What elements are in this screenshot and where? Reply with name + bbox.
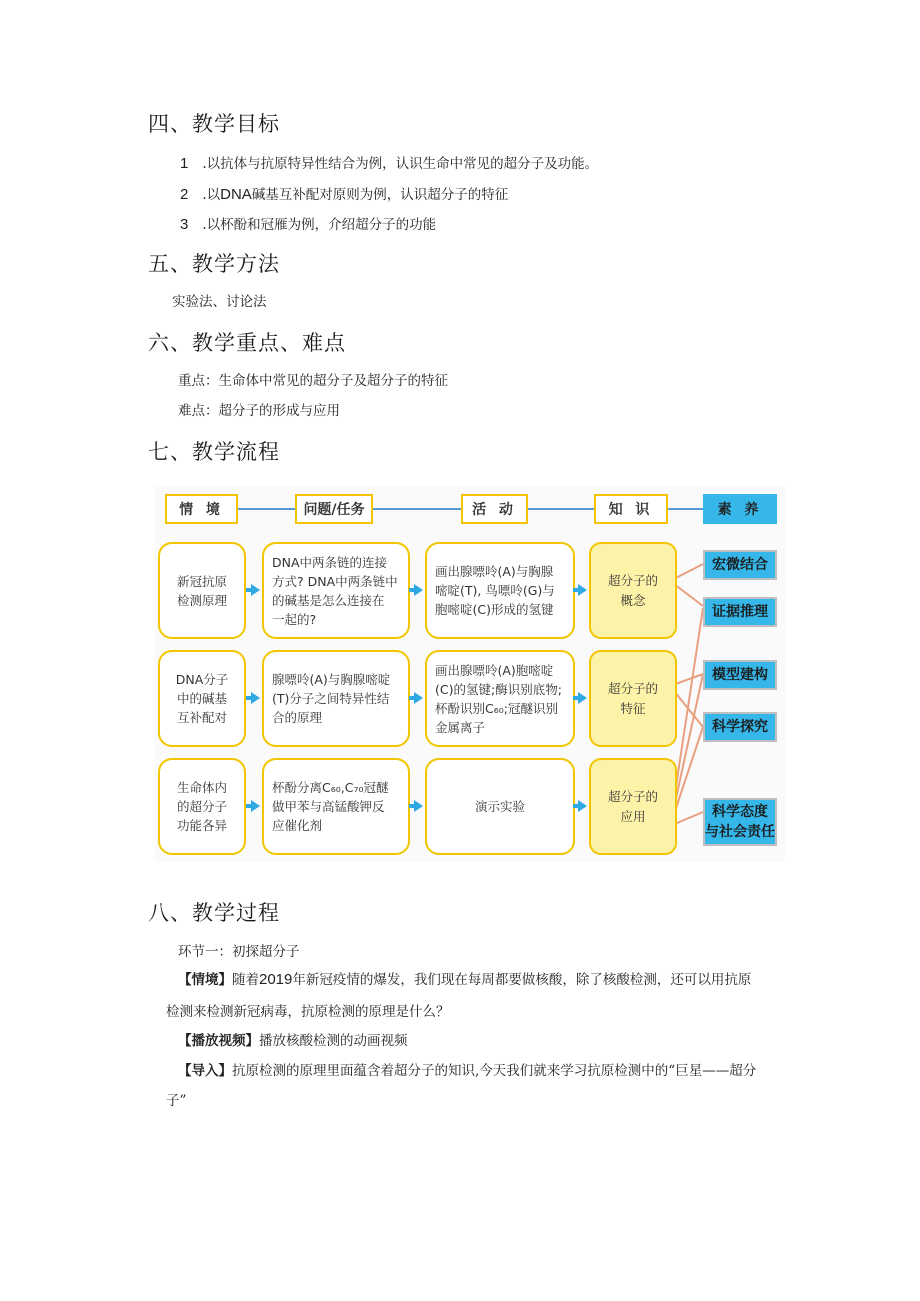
situation-3-line-1: 生命体内 xyxy=(176,780,227,795)
arrow-icon xyxy=(251,800,260,812)
situation-year: 2019 xyxy=(259,971,293,988)
objective-3-text: .以杯酚和冠雁为例，介绍超分子的功能 xyxy=(202,217,437,233)
question-1-line-2: 方式? DNA中两条链中 xyxy=(272,573,398,589)
video-tag: 【播放视频】 xyxy=(178,1033,259,1049)
arrow-icon xyxy=(414,584,423,596)
activity-2-line-3: 杯酚识别C₆₀;冠醚识别 xyxy=(435,700,558,716)
objective-2-pre: .以 xyxy=(202,187,221,203)
activity-2-line-1: 画出腺嘌呤(A)胞嘧啶 xyxy=(435,662,554,678)
situation-paragraph xyxy=(178,968,751,988)
literacy-evidence-reasoning: 证据推理 xyxy=(703,597,777,627)
objective-2-post: 碱基互补配对原则为例，认识超分子的特征 xyxy=(251,187,509,203)
arrow-icon xyxy=(251,692,260,704)
question-1-line-1: DNA中两条链的连接 xyxy=(272,554,388,570)
question-3-line-2: 做甲苯与高锰酸钾反 xyxy=(272,799,385,814)
header-knowledge: 知 识 xyxy=(594,494,668,524)
intro-line-2: 子” xyxy=(166,1093,187,1109)
activity-2-line-2: (C)的氢键;酶识别底物; xyxy=(435,681,562,697)
objective-3 xyxy=(180,213,436,233)
objective-3-num: 3 xyxy=(180,216,189,233)
video-paragraph xyxy=(178,1029,408,1049)
literacy-attitude-line-1: 科学态度 xyxy=(712,804,768,820)
situation-1-line-1: 新冠抗原 xyxy=(176,573,227,589)
activity-3-line-1: 演示实验 xyxy=(474,799,525,814)
section-8-title: 八、教学过程 xyxy=(148,901,280,925)
arrow-icon xyxy=(251,584,260,596)
situation-1-line-2: 检测原理 xyxy=(176,592,227,608)
question-box-2 xyxy=(262,650,410,747)
knowledge-2-line-1: 超分子的 xyxy=(607,680,658,696)
situation-box-3 xyxy=(158,758,246,855)
knowledge-1-line-1: 超分子的 xyxy=(607,572,658,588)
knowledge-box-3 xyxy=(589,758,677,855)
header-question: 问题/任务 xyxy=(295,494,373,524)
objective-1 xyxy=(180,152,598,172)
situation-3-line-3: 功能各异 xyxy=(176,818,227,833)
objective-1-text: .以抗体与抗原特异性结合为例，认识生命中常见的超分子及功能。 xyxy=(202,156,599,172)
literacy-scientific-inquiry: 科学探究 xyxy=(703,712,777,742)
knowledge-3-line-1: 超分子的 xyxy=(607,788,658,804)
situation-2-line-1: DNA分子 xyxy=(175,672,229,687)
situation-2-line-2: 中的碱基 xyxy=(176,691,227,706)
key-point: 重点：生命体中常见的超分子及超分子的特征 xyxy=(178,373,448,389)
activity-1-line-2: 嘧啶(T), 鸟嘌呤(G)与 xyxy=(435,583,555,598)
question-3-line-1: 杯酚分离C₆₀,C₇₀冠醚 xyxy=(272,780,389,795)
question-2-line-1: 腺嘌呤(A)与胸腺嘧啶 xyxy=(272,672,391,687)
header-literacy: 素 养 xyxy=(703,494,777,524)
literacy-attitude-line-2: 与社会责任 xyxy=(705,824,775,840)
situation-tag: 【情境】 xyxy=(178,972,232,988)
situation-box-1 xyxy=(158,542,246,639)
situation-box-2 xyxy=(158,650,246,747)
intro-paragraph xyxy=(178,1059,756,1079)
knowledge-1-line-2: 概念 xyxy=(620,592,646,608)
activity-box-1 xyxy=(425,542,575,639)
knowledge-2-line-2: 特征 xyxy=(620,700,646,716)
arrow-icon xyxy=(414,692,423,704)
activity-box-3 xyxy=(425,758,575,855)
objective-1-num: 1 xyxy=(180,155,189,172)
header-activity: 活 动 xyxy=(461,494,528,524)
section-7-title: 七、教学流程 xyxy=(148,440,280,464)
activity-box-2 xyxy=(425,650,575,747)
question-3-line-3: 应催化剂 xyxy=(272,818,323,833)
situation-3-line-2: 的超分子 xyxy=(176,799,227,814)
arrow-icon xyxy=(578,800,587,812)
knowledge-3-line-2: 应用 xyxy=(620,808,646,824)
intro-tag: 【导入】 xyxy=(178,1063,232,1079)
situation-2-line-3: 互补配对 xyxy=(176,710,227,725)
situation-post: 年新冠疫情的爆发，我们现在每周都要做核酸，除了核酸检测，还可以用抗原 xyxy=(292,972,752,988)
question-box-1 xyxy=(262,542,410,639)
section-5-title: 五、教学方法 xyxy=(148,252,280,276)
objective-2-dna: DNA xyxy=(220,186,252,203)
question-box-3 xyxy=(262,758,410,855)
intro-text: 抗原检测的原理里面蕴含着超分子的知识,今天我们就来学习抗原检测中的“巨星——超分 xyxy=(232,1063,757,1079)
teaching-flow-chart xyxy=(155,486,785,862)
activity-2-line-4: 金属离子 xyxy=(435,719,486,735)
activity-1-line-3: 胞嘧啶(C)形成的氢键 xyxy=(435,602,554,617)
literacy-macro-micro: 宏微结合 xyxy=(703,550,777,580)
difficult-point: 难点：超分子的形成与应用 xyxy=(178,403,340,419)
activity-1-line-1: 画出腺嘌呤(A)与胸腺 xyxy=(435,564,554,579)
knowledge-box-1 xyxy=(589,542,677,639)
header-line-3 xyxy=(528,508,594,510)
video-text: 播放核酸检测的动画视频 xyxy=(259,1033,408,1049)
question-1-line-3: 的碱基是怎么连接在 xyxy=(272,592,385,608)
arrow-icon xyxy=(578,584,587,596)
process-step-1: 环节一：初探超分子 xyxy=(178,944,300,960)
header-line-2 xyxy=(373,508,461,510)
literacy-attitude-responsibility xyxy=(703,798,777,846)
header-situation: 情 境 xyxy=(165,494,238,524)
objective-2 xyxy=(180,183,508,203)
literacy-model-building: 模型建构 xyxy=(703,660,777,690)
section-6-title: 六、教学重点、难点 xyxy=(148,331,346,355)
knowledge-box-2 xyxy=(589,650,677,747)
header-line-4 xyxy=(668,508,703,510)
method-text: 实验法、讨论法 xyxy=(172,294,267,310)
question-2-line-3: 合的原理 xyxy=(272,710,323,725)
situation-line-2: 检测来检测新冠病毒，抗原检测的原理是什么？ xyxy=(166,1004,450,1020)
section-4-title: 四、教学目标 xyxy=(148,112,280,136)
situation-pre: 随着 xyxy=(232,972,259,988)
arrow-icon xyxy=(414,800,423,812)
arrow-icon xyxy=(578,692,587,704)
question-1-line-4: 一起的? xyxy=(272,611,317,627)
header-line-1 xyxy=(238,508,295,510)
objective-2-num: 2 xyxy=(180,186,189,203)
question-2-line-2: (T)分子之间特异性结 xyxy=(272,691,390,706)
